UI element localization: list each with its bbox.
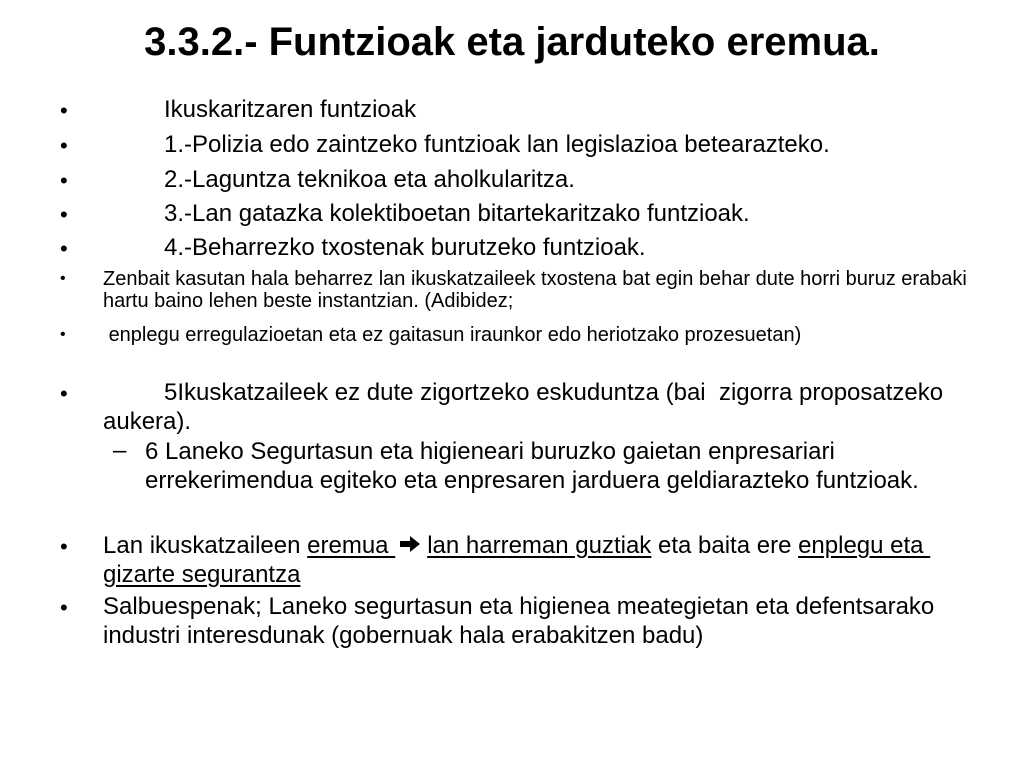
list-item-text: Ikuskaritzaren funtzioak <box>164 96 417 123</box>
bullet-marker: • <box>60 168 68 193</box>
sub-list-item-text: 6 Laneko Segurtasun eta higieneari buruzko gaietan enpresariari errekerimendua egiteko eta enpresaren jarduera geldiarazteko funtzioak. <box>145 438 919 494</box>
eremua-text-part1: Lan ikuskatzaileen <box>103 532 308 559</box>
bullet-marker: • <box>60 133 68 158</box>
list-item-text <box>103 531 983 589</box>
list-item-text: Zenbait kasutan hala beharrez lan ikuskatzaileek txostena bat egin behar dute horri buruz erabaki hartu baino lehen beste instantzian. (Adibidez; <box>103 268 967 312</box>
bullet-marker: • <box>60 202 68 227</box>
list-item-text: 3.-Lan gatazka kolektiboetan bitartekaritzako funtzioak. <box>164 200 750 227</box>
bullet-marker: • <box>60 236 68 261</box>
eremua-text-part4: eta baita ere <box>651 532 799 559</box>
lan-harreman-underlined: lan harreman guztiak <box>427 532 652 559</box>
bullet-marker: • <box>60 270 66 287</box>
list-item-text: 1.-Polizia edo zaintzeko funtzioak lan legislazioa betearazteko. <box>164 131 830 158</box>
bullet-marker: • <box>60 595 68 620</box>
list-item-text: Salbuespenak; Laneko segurtasun eta higienea meategietan eta defentsarako industri interesdunak (gobernuak hala erabakitzen badu) <box>103 593 935 649</box>
bullet-marker: • <box>60 381 68 406</box>
eremua-underlined: eremua <box>307 532 396 559</box>
bullet-marker: • <box>60 98 68 123</box>
right-arrow-icon <box>399 531 421 560</box>
list-item-text: 2.-Laguntza teknikoa eta aholkularitza. <box>164 166 575 193</box>
list-item-text: enplegu erregulazioetan eta ez gaitasun iraunkor edo heriotzako prozesuetan) <box>103 324 802 346</box>
list-item-text: 5Ikuskatzaileek ez dute zigortzeko eskuduntza (bai zigorra proposatzeko aukera). <box>103 379 950 435</box>
bullet-marker: • <box>60 326 66 343</box>
bullet-marker: • <box>60 534 68 559</box>
slide-title: 3.3.2.- Funtzioak eta jarduteko eremua. <box>144 20 880 64</box>
dash-marker: – <box>113 437 127 464</box>
list-item-text: 4.-Beharrezko txostenak burutzeko funtzioak. <box>164 234 646 261</box>
enplegu-underlined: enplegu eta gizarte segurantza <box>103 532 931 588</box>
